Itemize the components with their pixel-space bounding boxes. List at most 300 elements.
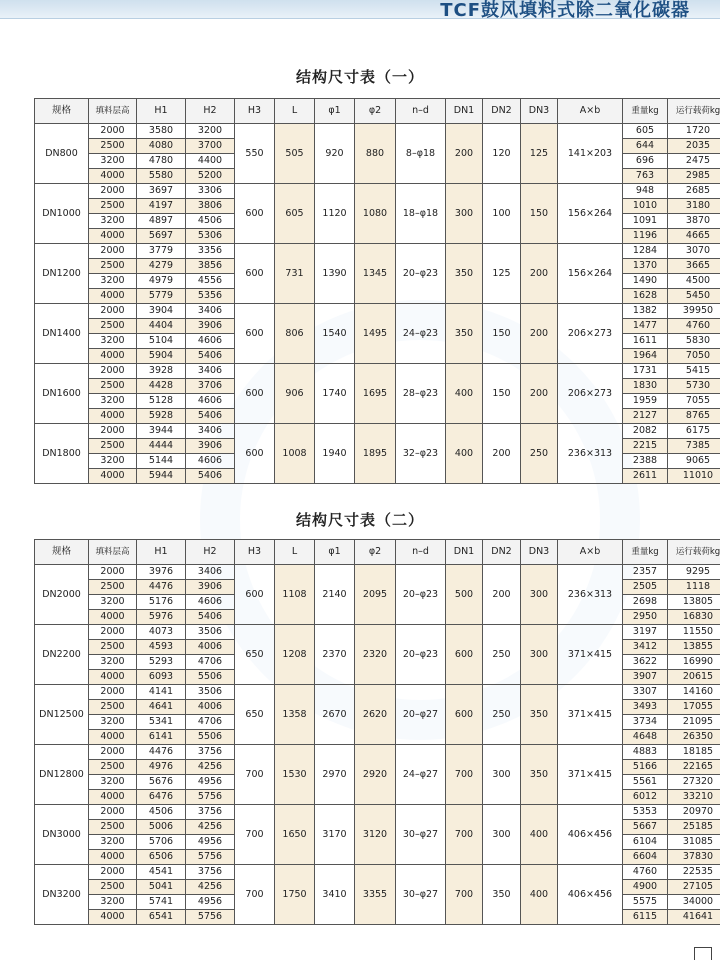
h1-cell: 5128: [137, 394, 186, 409]
nd-cell: 28–φ23: [396, 364, 446, 424]
column-header: 规格: [35, 540, 89, 565]
column-header: DN1: [446, 540, 483, 565]
load-cell: 8765: [668, 409, 720, 424]
dn2-cell: 200: [483, 565, 521, 625]
dn3-cell: 350: [521, 745, 558, 805]
table-row: [35, 124, 720, 139]
ab-cell: 206×273: [558, 304, 623, 364]
h2-cell: 3406: [186, 424, 235, 439]
ab-cell: 406×456: [558, 865, 623, 925]
weight-cell: 5667: [623, 820, 668, 835]
load-cell: 7055: [668, 394, 720, 409]
page-corner-mark: [694, 947, 712, 960]
spec-cell: DN12500: [35, 685, 89, 745]
ab-cell: 206×273: [558, 364, 623, 424]
dn3-cell: 200: [521, 244, 558, 304]
nd-cell: 20–φ23: [396, 625, 446, 685]
load-cell: 16990: [668, 655, 720, 670]
phi1-cell: 2970: [315, 745, 355, 805]
load-cell: 4760: [668, 319, 720, 334]
fill-height-cell: 4000: [89, 169, 137, 184]
column-header: H3: [235, 99, 275, 124]
h3-cell: 700: [235, 865, 275, 925]
h3-cell: 600: [235, 565, 275, 625]
load-cell: 22165: [668, 760, 720, 775]
fill-height-cell: 2500: [89, 199, 137, 214]
h1-cell: 5676: [137, 775, 186, 790]
fill-height-cell: 4000: [89, 289, 137, 304]
phi2-cell: 2095: [355, 565, 396, 625]
spec-cell: DN1600: [35, 364, 89, 424]
fill-height-cell: 2000: [89, 625, 137, 640]
h1-cell: 5779: [137, 289, 186, 304]
h2-cell: 4606: [186, 595, 235, 610]
dn2-cell: 300: [483, 805, 521, 865]
fill-height-cell: 3200: [89, 775, 137, 790]
load-cell: 13805: [668, 595, 720, 610]
table-row: [35, 364, 720, 379]
h2-cell: 4400: [186, 154, 235, 169]
load-cell: 4665: [668, 229, 720, 244]
weight-cell: 5575: [623, 895, 668, 910]
dn2-cell: 100: [483, 184, 521, 244]
h3-cell: 650: [235, 625, 275, 685]
h2-cell: 3856: [186, 259, 235, 274]
phi2-cell: 2920: [355, 745, 396, 805]
header-row: [35, 540, 720, 565]
fill-height-cell: 4000: [89, 670, 137, 685]
spec-cell: DN1800: [35, 424, 89, 484]
load-cell: 2685: [668, 184, 720, 199]
h1-cell: 5944: [137, 469, 186, 484]
h2-cell: 3806: [186, 199, 235, 214]
dn2-cell: 250: [483, 685, 521, 745]
table1-title: 结构尺寸表（一）: [295, 68, 424, 86]
column-header: DN3: [521, 99, 558, 124]
h1-cell: 6541: [137, 910, 186, 925]
load-cell: 5415: [668, 364, 720, 379]
h2-cell: 3306: [186, 184, 235, 199]
dn1-cell: 400: [446, 364, 483, 424]
h2-cell: 3756: [186, 745, 235, 760]
phi1-cell: 3170: [315, 805, 355, 865]
phi1-cell: 1940: [315, 424, 355, 484]
weight-cell: 948: [623, 184, 668, 199]
h2-cell: 4256: [186, 880, 235, 895]
h3-cell: 600: [235, 244, 275, 304]
weight-cell: 3412: [623, 640, 668, 655]
column-header: DN2: [483, 99, 521, 124]
weight-cell: 1010: [623, 199, 668, 214]
h2-cell: 4556: [186, 274, 235, 289]
h1-cell: 6141: [137, 730, 186, 745]
dn3-cell: 400: [521, 865, 558, 925]
weight-cell: 1628: [623, 289, 668, 304]
h2-cell: 3406: [186, 364, 235, 379]
h1-cell: 4073: [137, 625, 186, 640]
fill-height-cell: 3200: [89, 154, 137, 169]
fill-height-cell: 4000: [89, 610, 137, 625]
h1-cell: 3976: [137, 565, 186, 580]
dn3-cell: 125: [521, 124, 558, 184]
structure-table-2: [34, 539, 720, 925]
spec-cell: DN2200: [35, 625, 89, 685]
weight-cell: 2698: [623, 595, 668, 610]
h1-cell: 4080: [137, 139, 186, 154]
l-cell: 1358: [275, 685, 315, 745]
h2-cell: 5406: [186, 469, 235, 484]
dn3-cell: 200: [521, 364, 558, 424]
table-row: [35, 625, 720, 640]
table-row: [35, 304, 720, 319]
weight-cell: 1091: [623, 214, 668, 229]
column-header: φ1: [315, 540, 355, 565]
dn3-cell: 300: [521, 625, 558, 685]
spec-cell: DN1200: [35, 244, 89, 304]
h3-cell: 600: [235, 304, 275, 364]
h2-cell: 5406: [186, 349, 235, 364]
h1-cell: 4641: [137, 700, 186, 715]
l-cell: 605: [275, 184, 315, 244]
column-header: 规格: [35, 99, 89, 124]
load-cell: 41641: [668, 910, 720, 925]
weight-cell: 6604: [623, 850, 668, 865]
phi1-cell: 1540: [315, 304, 355, 364]
header-band: [0, 0, 720, 19]
h1-cell: 4141: [137, 685, 186, 700]
h2-cell: 3756: [186, 865, 235, 880]
spec-cell: DN2000: [35, 565, 89, 625]
h2-cell: 5506: [186, 730, 235, 745]
nd-cell: 30–φ27: [396, 805, 446, 865]
ab-cell: 141×203: [558, 124, 623, 184]
load-cell: 5730: [668, 379, 720, 394]
h2-cell: 5506: [186, 670, 235, 685]
dn2-cell: 150: [483, 304, 521, 364]
h1-cell: 4404: [137, 319, 186, 334]
h1-cell: 5904: [137, 349, 186, 364]
h1-cell: 3904: [137, 304, 186, 319]
h1-cell: 6476: [137, 790, 186, 805]
h1-cell: 5176: [137, 595, 186, 610]
h1-cell: 3928: [137, 364, 186, 379]
column-header: L: [275, 540, 315, 565]
h1-cell: 5741: [137, 895, 186, 910]
spec-cell: DN12800: [35, 745, 89, 805]
fill-height-cell: 2500: [89, 439, 137, 454]
column-header: H3: [235, 540, 275, 565]
dn1-cell: 500: [446, 565, 483, 625]
load-cell: 11550: [668, 625, 720, 640]
h2-cell: 5406: [186, 409, 235, 424]
column-header: n–d: [396, 540, 446, 565]
dn3-cell: 400: [521, 805, 558, 865]
h1-cell: 5104: [137, 334, 186, 349]
h2-cell: 4956: [186, 895, 235, 910]
load-cell: 13855: [668, 640, 720, 655]
fill-height-cell: 3200: [89, 274, 137, 289]
phi2-cell: 1895: [355, 424, 396, 484]
weight-cell: 644: [623, 139, 668, 154]
weight-cell: 605: [623, 124, 668, 139]
dn3-cell: 250: [521, 424, 558, 484]
load-cell: 17055: [668, 700, 720, 715]
h1-cell: 3580: [137, 124, 186, 139]
h3-cell: 550: [235, 124, 275, 184]
fill-height-cell: 2500: [89, 640, 137, 655]
nd-cell: 30–φ27: [396, 865, 446, 925]
weight-cell: 4883: [623, 745, 668, 760]
h1-cell: 6506: [137, 850, 186, 865]
h1-cell: 3697: [137, 184, 186, 199]
column-header: A×b: [558, 540, 623, 565]
phi2-cell: 880: [355, 124, 396, 184]
spec-cell: DN1000: [35, 184, 89, 244]
load-cell: 22535: [668, 865, 720, 880]
load-cell: 6175: [668, 424, 720, 439]
load-cell: 33210: [668, 790, 720, 805]
l-cell: 505: [275, 124, 315, 184]
load-cell: 31085: [668, 835, 720, 850]
fill-height-cell: 2500: [89, 139, 137, 154]
fill-height-cell: 2000: [89, 745, 137, 760]
h1-cell: 4428: [137, 379, 186, 394]
h2-cell: 3200: [186, 124, 235, 139]
h2-cell: 4506: [186, 214, 235, 229]
h3-cell: 600: [235, 184, 275, 244]
load-cell: 3665: [668, 259, 720, 274]
fill-height-cell: 3200: [89, 394, 137, 409]
phi2-cell: 1080: [355, 184, 396, 244]
weight-cell: 1196: [623, 229, 668, 244]
column-header: φ2: [355, 540, 396, 565]
spec-cell: DN3000: [35, 805, 89, 865]
dn3-cell: 350: [521, 685, 558, 745]
h1-cell: 4476: [137, 745, 186, 760]
load-cell: 1720: [668, 124, 720, 139]
weight-cell: 3493: [623, 700, 668, 715]
fill-height-cell: 4000: [89, 730, 137, 745]
fill-height-cell: 2500: [89, 319, 137, 334]
ab-cell: 236×313: [558, 565, 623, 625]
dn2-cell: 350: [483, 865, 521, 925]
weight-cell: 1959: [623, 394, 668, 409]
weight-cell: 2215: [623, 439, 668, 454]
weight-cell: 2505: [623, 580, 668, 595]
dn1-cell: 300: [446, 184, 483, 244]
phi2-cell: 3355: [355, 865, 396, 925]
h2-cell: 5756: [186, 850, 235, 865]
dn1-cell: 400: [446, 424, 483, 484]
table-row: [35, 565, 720, 580]
l-cell: 731: [275, 244, 315, 304]
dn2-cell: 250: [483, 625, 521, 685]
h2-cell: 4956: [186, 835, 235, 850]
h1-cell: 5006: [137, 820, 186, 835]
nd-cell: 20–φ23: [396, 244, 446, 304]
phi2-cell: 1695: [355, 364, 396, 424]
spec-cell: DN3200: [35, 865, 89, 925]
weight-cell: 3307: [623, 685, 668, 700]
load-cell: 20970: [668, 805, 720, 820]
load-cell: 20615: [668, 670, 720, 685]
h1-cell: 4897: [137, 214, 186, 229]
weight-cell: 3197: [623, 625, 668, 640]
column-header: φ2: [355, 99, 396, 124]
phi1-cell: 1390: [315, 244, 355, 304]
dn3-cell: 150: [521, 184, 558, 244]
column-header: H1: [137, 99, 186, 124]
l-cell: 1008: [275, 424, 315, 484]
load-cell: 21095: [668, 715, 720, 730]
load-cell: 7050: [668, 349, 720, 364]
ab-cell: 371×415: [558, 745, 623, 805]
h3-cell: 600: [235, 364, 275, 424]
weight-cell: 1731: [623, 364, 668, 379]
fill-height-cell: 4000: [89, 409, 137, 424]
l-cell: 1108: [275, 565, 315, 625]
h2-cell: 5356: [186, 289, 235, 304]
dn2-cell: 120: [483, 124, 521, 184]
spec-cell: DN800: [35, 124, 89, 184]
column-header: DN3: [521, 540, 558, 565]
load-cell: 9065: [668, 454, 720, 469]
h3-cell: 700: [235, 745, 275, 805]
h2-cell: 4706: [186, 655, 235, 670]
dn2-cell: 300: [483, 745, 521, 805]
header-row: [35, 99, 720, 124]
h1-cell: 4506: [137, 805, 186, 820]
fill-height-cell: 3200: [89, 895, 137, 910]
h1-cell: 3944: [137, 424, 186, 439]
h1-cell: 5144: [137, 454, 186, 469]
column-header: H2: [186, 540, 235, 565]
h1-cell: 5341: [137, 715, 186, 730]
load-cell: 27320: [668, 775, 720, 790]
h1-cell: 4279: [137, 259, 186, 274]
phi1-cell: 920: [315, 124, 355, 184]
phi1-cell: 1120: [315, 184, 355, 244]
spec-cell: DN1400: [35, 304, 89, 364]
weight-cell: 2357: [623, 565, 668, 580]
fill-height-cell: 2000: [89, 805, 137, 820]
dn1-cell: 600: [446, 685, 483, 745]
load-cell: 1118: [668, 580, 720, 595]
table-row: [35, 184, 720, 199]
load-cell: 9295: [668, 565, 720, 580]
fill-height-cell: 2500: [89, 700, 137, 715]
load-cell: 26350: [668, 730, 720, 745]
load-cell: 5830: [668, 334, 720, 349]
weight-cell: 6104: [623, 835, 668, 850]
fill-height-cell: 3200: [89, 214, 137, 229]
weight-cell: 1382: [623, 304, 668, 319]
load-cell: 18185: [668, 745, 720, 760]
ab-cell: 406×456: [558, 805, 623, 865]
dn2-cell: 125: [483, 244, 521, 304]
load-cell: 4500: [668, 274, 720, 289]
h2-cell: 3700: [186, 139, 235, 154]
phi1-cell: 2140: [315, 565, 355, 625]
weight-cell: 1611: [623, 334, 668, 349]
fill-height-cell: 4000: [89, 790, 137, 805]
dn1-cell: 600: [446, 625, 483, 685]
load-cell: 3070: [668, 244, 720, 259]
h2-cell: 5756: [186, 790, 235, 805]
h1-cell: 5706: [137, 835, 186, 850]
fill-height-cell: 3200: [89, 454, 137, 469]
load-cell: 14160: [668, 685, 720, 700]
phi1-cell: 3410: [315, 865, 355, 925]
fill-height-cell: 2500: [89, 880, 137, 895]
weight-cell: 1477: [623, 319, 668, 334]
weight-cell: 2611: [623, 469, 668, 484]
column-header: 填料层高: [89, 540, 137, 565]
fill-height-cell: 3200: [89, 715, 137, 730]
h1-cell: 5580: [137, 169, 186, 184]
weight-cell: 5166: [623, 760, 668, 775]
weight-cell: 4900: [623, 880, 668, 895]
fill-height-cell: 2000: [89, 364, 137, 379]
fill-height-cell: 3200: [89, 595, 137, 610]
table-row: [35, 745, 720, 760]
h2-cell: 4006: [186, 640, 235, 655]
l-cell: 1750: [275, 865, 315, 925]
weight-cell: 4760: [623, 865, 668, 880]
weight-cell: 5561: [623, 775, 668, 790]
h1-cell: 3779: [137, 244, 186, 259]
fill-height-cell: 4000: [89, 469, 137, 484]
h2-cell: 3756: [186, 805, 235, 820]
fill-height-cell: 2000: [89, 124, 137, 139]
phi2-cell: 3120: [355, 805, 396, 865]
weight-cell: 4648: [623, 730, 668, 745]
table-row: [35, 865, 720, 880]
dn3-cell: 300: [521, 565, 558, 625]
ab-cell: 371×415: [558, 685, 623, 745]
phi1-cell: 2670: [315, 685, 355, 745]
fill-height-cell: 3200: [89, 334, 137, 349]
nd-cell: 32–φ23: [396, 424, 446, 484]
fill-height-cell: 2000: [89, 304, 137, 319]
dn2-cell: 200: [483, 424, 521, 484]
h1-cell: 4593: [137, 640, 186, 655]
weight-cell: 3734: [623, 715, 668, 730]
phi1-cell: 1740: [315, 364, 355, 424]
weight-cell: 763: [623, 169, 668, 184]
h2-cell: 5306: [186, 229, 235, 244]
fill-height-cell: 2000: [89, 565, 137, 580]
h2-cell: 4606: [186, 334, 235, 349]
dn1-cell: 700: [446, 805, 483, 865]
h2-cell: 4606: [186, 454, 235, 469]
h1-cell: 5293: [137, 655, 186, 670]
weight-cell: 5353: [623, 805, 668, 820]
ab-cell: 236×313: [558, 424, 623, 484]
load-cell: 2035: [668, 139, 720, 154]
l-cell: 1530: [275, 745, 315, 805]
structure-table-1: [34, 98, 720, 484]
h2-cell: 3406: [186, 304, 235, 319]
column-header: DN2: [483, 540, 521, 565]
weight-cell: 6115: [623, 910, 668, 925]
fill-height-cell: 4000: [89, 229, 137, 244]
h1-cell: 6093: [137, 670, 186, 685]
load-cell: 16830: [668, 610, 720, 625]
phi2-cell: 1495: [355, 304, 396, 364]
dn3-cell: 200: [521, 304, 558, 364]
column-header: 运行载荷kg: [668, 99, 720, 124]
